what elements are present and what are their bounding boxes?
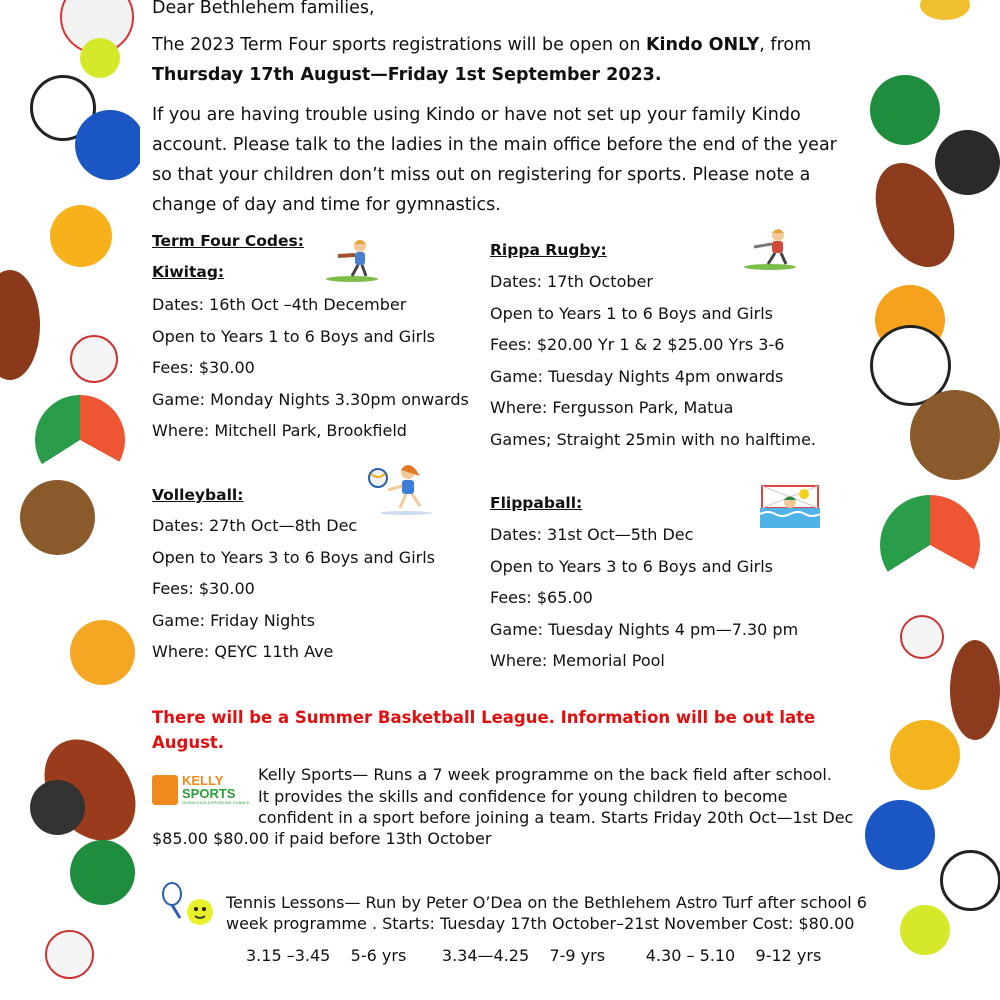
flippaball-line: Game: Tuesday Nights 4 pm—7.30 pm (490, 620, 799, 639)
kelly-line: It provides the skills and confidence for young children to become (258, 787, 788, 806)
rippa-line: Dates: 17th October (490, 272, 653, 291)
kiwitag-line: Open to Years 1 to 6 Boys and Girls (152, 327, 435, 346)
rippa-rugby-title: Rippa Rugby: (490, 241, 607, 259)
kelly-line: Kelly Sports— Runs a 7 week programme on the back field after school. (258, 765, 832, 784)
kelly-logo-line1: KELLY (182, 773, 224, 788)
term-four-codes-heading: Term Four Codes: (152, 232, 304, 250)
kelly-logo-tagline: GIVING KIDS A SPORTING CHANCE (182, 800, 250, 805)
flippaball-line: Dates: 31st Oct—5th Dec (490, 525, 694, 544)
kelly-line: confident in a sport before joining a team. Starts Friday 20th Oct—1st Dec (258, 808, 854, 827)
intro-para-line: so that your children don’t miss out on registering for sports. Please note a (152, 165, 811, 185)
kelly-logo-figure-icon (152, 775, 178, 805)
kiwitag-title: Kiwitag: (152, 263, 225, 281)
rippa-line: Fees: $20.00 Yr 1 & 2 $25.00 Yrs 3-6 (490, 335, 785, 354)
intro-para-line: account. Please talk to the ladies in the main office before the end of the year (152, 135, 837, 155)
flippaball-line: Open to Years 3 to 6 Boys and Girls (490, 557, 773, 576)
basketball-notice: August. (152, 733, 225, 752)
kelly-line: $85.00 $80.00 if paid before 13th October (152, 829, 492, 848)
kindo-only: Kindo ONLY (646, 35, 760, 55)
volleyball-line: Game: Friday Nights (152, 611, 316, 630)
intro-para-line: change of day and time for gymnastics. (152, 195, 501, 215)
intro-line-1: The 2023 Term Four sports registrations will be open on Kindo ONLY, from (152, 35, 812, 55)
tennis-line: week programme . Starts: Tuesday 17th October–21st November Cost: $80.00 (226, 914, 855, 933)
rippa-line: Game: Tuesday Nights 4pm onwards (490, 367, 784, 386)
basketball-notice: There will be a Summer Basketball League. Information will be out late (152, 708, 816, 727)
registration-dates: Thursday 17th August—Friday 1st September 2023. (152, 65, 662, 85)
tennis-times: 3.15 –3.45 5-6 yrs 3.34—4.25 7-9 yrs 4.30 – 5.10 9-12 yrs (246, 946, 822, 965)
rugby-player-icon (740, 226, 800, 270)
volleyball-line: Fees: $30.00 (152, 579, 255, 598)
kelly-sports-logo (152, 775, 248, 807)
kiwitag-line: Where: Mitchell Park, Brookfield (152, 421, 407, 440)
flippaball-line: Fees: $65.00 (490, 588, 593, 607)
volleyball-line: Open to Years 3 to 6 Boys and Girls (152, 548, 435, 567)
greeting: Dear Bethlehem families, (152, 0, 375, 18)
kiwitag-player-icon (322, 236, 382, 282)
kiwitag-line: Game: Monday Nights 3.30pm onwards (152, 390, 469, 409)
tennis-racket-ball-icon (156, 882, 222, 928)
rippa-line: Where: Fergusson Park, Matua (490, 398, 734, 417)
volleyball-line: Dates: 27th Oct—8th Dec (152, 516, 358, 535)
tennis-line: Tennis Lessons— Run by Peter O’Dea on the Bethlehem Astro Turf after school 6 (226, 893, 867, 912)
kiwitag-line: Fees: $30.00 (152, 358, 255, 377)
rippa-line: Games; Straight 25min with no halftime. (490, 430, 816, 449)
volleyball-line: Where: QEYC 11th Ave (152, 642, 334, 661)
kiwitag-line: Dates: 16th Oct –4th December (152, 295, 407, 314)
volleyball-player-icon (366, 460, 434, 516)
water-polo-icon (760, 480, 820, 528)
rippa-line: Open to Years 1 to 6 Boys and Girls (490, 304, 773, 323)
intro-para-line: If you are having trouble using Kindo or have not set up your family Kindo (152, 105, 801, 125)
kelly-logo-line2: SPORTS (182, 786, 236, 801)
flippaball-title: Flippaball: (490, 494, 583, 512)
flippaball-line: Where: Memorial Pool (490, 651, 665, 670)
volleyball-title: Volleyball: (152, 486, 244, 504)
